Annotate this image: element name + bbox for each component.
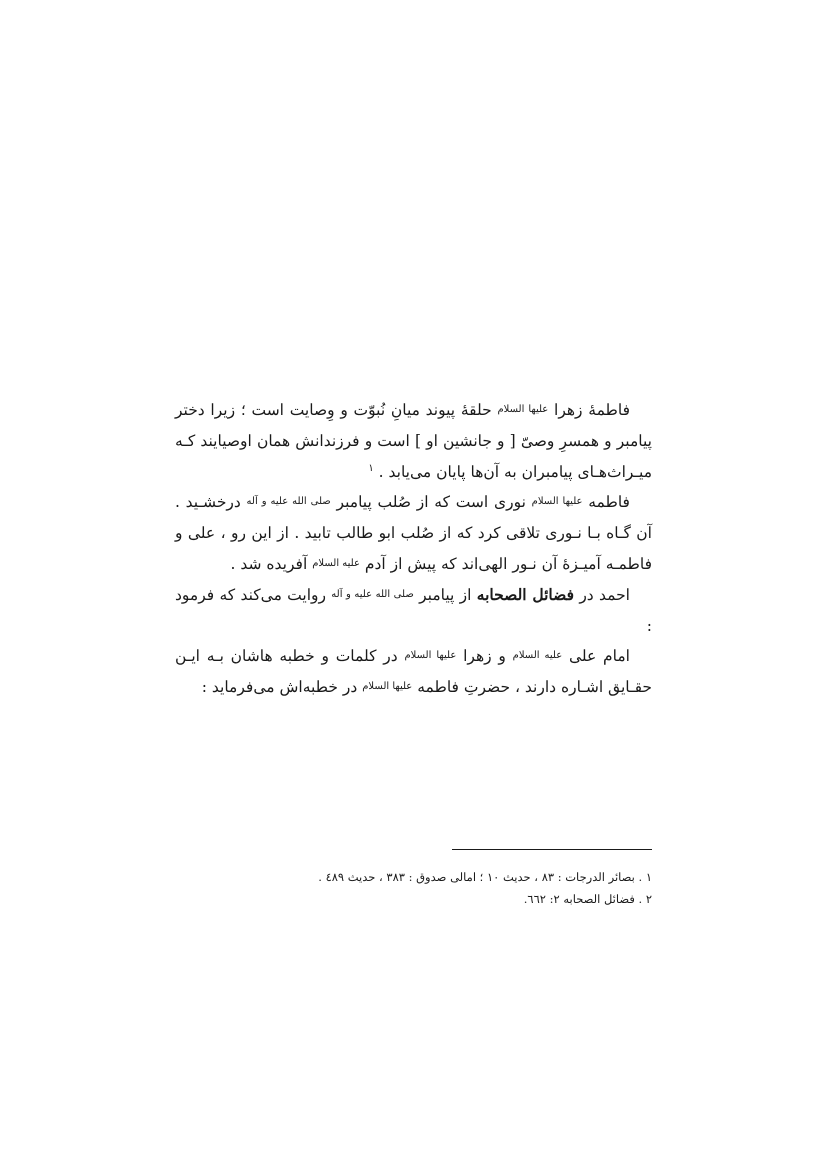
- honorific-glyph: علیها السلام: [404, 650, 457, 662]
- text-span: آفریده شد .: [230, 554, 313, 573]
- footnotes: [175, 866, 652, 910]
- text-span: نوری است که از صُلب پیامبر: [330, 493, 532, 512]
- paragraph-1: [175, 395, 652, 487]
- footnote-2: ٢ . فضائل الصحابه ٢: ٦٦٢.: [523, 892, 652, 906]
- honorific-glyph: علیها السلام: [497, 404, 549, 415]
- paragraph-4: [175, 641, 652, 703]
- text-span: از پیامبر: [413, 585, 477, 604]
- footnote-1: ١ . بصائر الدرجات : ٨٣ ، حدیث ١٠ ؛ امالی صدوق : ٣٨٣ ، حدیث ٤٨٩ .: [318, 870, 652, 884]
- text-span: و زهرا: [456, 647, 513, 666]
- honorific-glyph: علیها السلام: [362, 681, 413, 693]
- paragraph-3: [175, 580, 652, 642]
- text-span: امام علی: [562, 647, 630, 666]
- book-title: فضائل الصحابه: [476, 584, 575, 604]
- text-span: درخشـید . آن گـاه بـا نـوری تلاقی کرد که از صُلب ابو طالب تابید . از این رو ، علی و فاطمـه آمیـزهٔ آن نـور الهی‌اند که پیش از آدم: [175, 493, 652, 573]
- honorific-glyph: علیها السلام: [531, 496, 583, 508]
- footnote-divider: [452, 849, 652, 850]
- text-span: فاطمه: [588, 493, 630, 512]
- text-span: در خطبه‌اش می‌فرماید :: [201, 678, 363, 697]
- text-span: فاطمهٔ زهرا: [554, 401, 630, 419]
- text-span: در کلمات و خطبه هاشان بـه ایـن حقـایق اشـاره دارند ، حضرتِ فاطمه: [175, 647, 652, 697]
- footnote-marker-1: ١: [368, 462, 374, 474]
- text-span: حلقهٔ پیوند میانِ نُبوّت و وِصایت است ؛ زیرا دختر پیامبر و همسرِ وصیّ [ و جانشین او ] است و فرزندانش همان اوصیایند کـه میـراث‌هـای پیامبران به آن‌ها پایان می‌یابد .: [175, 401, 652, 481]
- honorific-glyph: علیه السلام: [512, 650, 563, 662]
- paragraph-2: [175, 487, 652, 579]
- text-span: روایت می‌کند که فرمود :: [175, 585, 652, 635]
- honorific-glyph: علیه السلام: [312, 557, 360, 569]
- honorific-glyph: صلی الله علیه و آله: [331, 588, 414, 600]
- honorific-glyph: صلی الله علیه و آله: [246, 496, 331, 508]
- main-text: [175, 395, 652, 703]
- text-span: احمد در: [574, 585, 630, 604]
